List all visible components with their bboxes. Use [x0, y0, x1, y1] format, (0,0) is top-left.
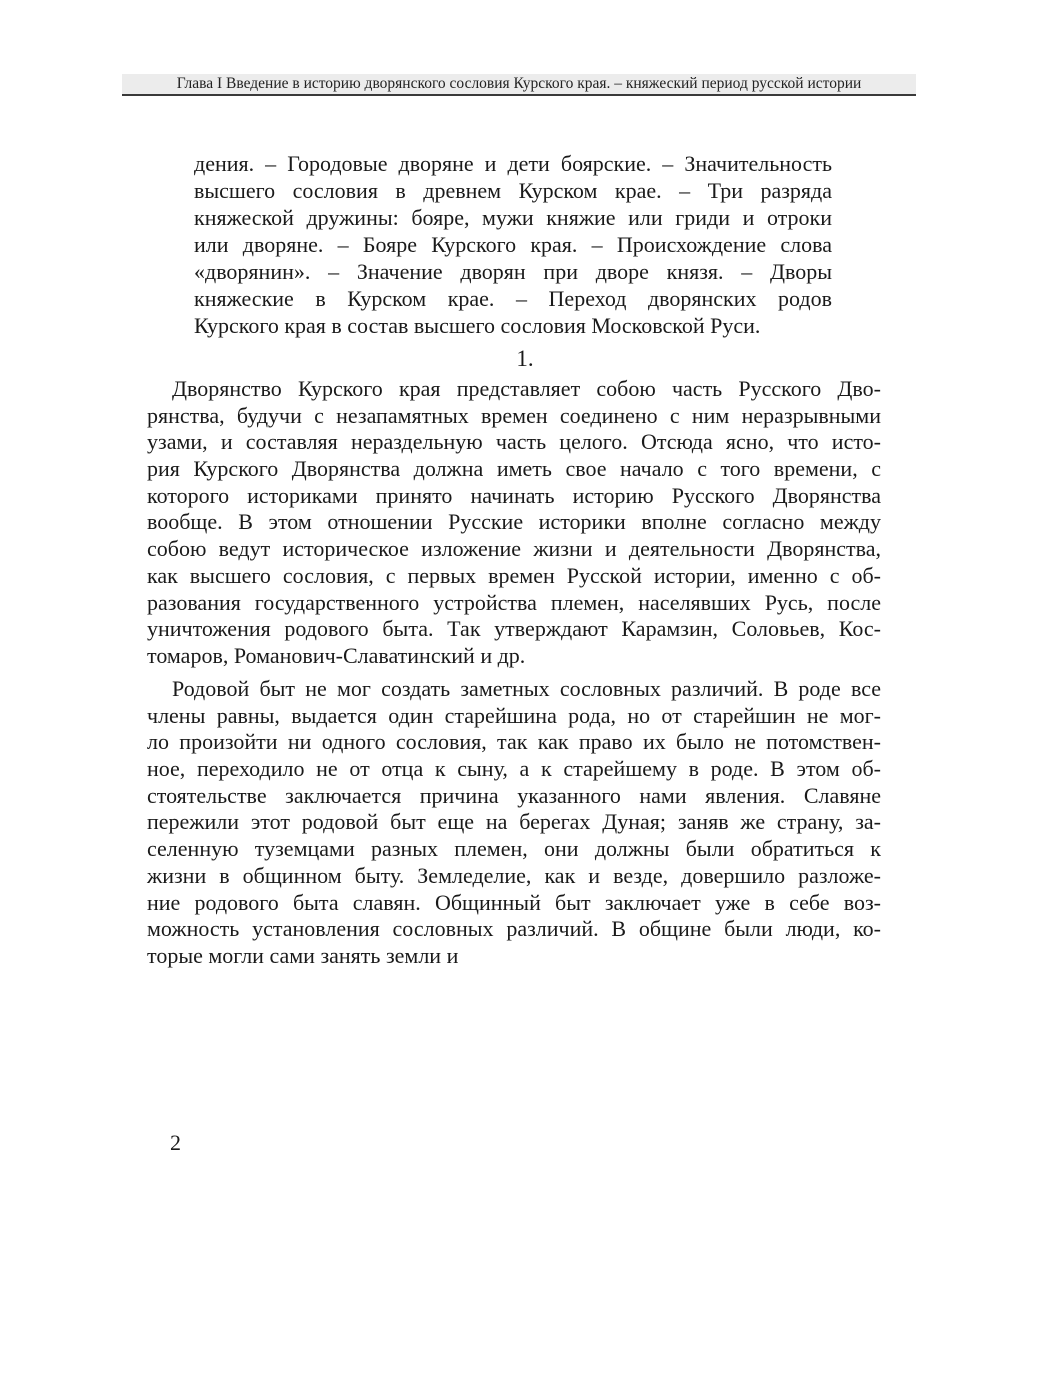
paragraph-line: рия Курского Дворянства должна иметь свое начало с того времени, с [147, 456, 881, 482]
paragraph-line: Родовой быт не мог создать заметных сословных различий. В роде все [172, 676, 881, 701]
paragraph-line: стоятельстве заключается причина указанного нами явления. Славяне [147, 782, 881, 808]
paragraph-line: ние родового быта славян. Общинный быт заключает уже в себе воз- [147, 889, 881, 915]
paragraph-line: вообще. В этом отношении Русские историки вполне согласно между [147, 509, 881, 535]
paragraph-line: Дворянство Курского края представляет собою часть Русского Дво- [172, 376, 881, 401]
paragraph-2 [147, 676, 881, 970]
chapter-abstract [194, 150, 832, 339]
paragraph-line: ное, переходило не от отца к сыну, а к старейшему в роде. В этом об- [147, 756, 881, 782]
abstract-line: княжеские в Курском крае. – Переход дворянских родов [194, 286, 832, 311]
page-number: 2 [170, 1130, 181, 1155]
paragraph-line: пережили этот родовой быт еще на берегах Дуная; заняв же страну, за- [147, 809, 881, 835]
paragraph-line: рянства, будучи с незапамятных времен соединено с ним неразрывными [147, 402, 881, 428]
paragraph-line: разования государственного устройства племен, населявших Русь, после [147, 589, 881, 615]
paragraph-line: уничтожения родового быта. Так утверждают Карамзин, Соловьев, Кос- [147, 616, 881, 642]
paragraph-line: собою ведут историческое изложение жизни и деятельности Дворянства, [147, 536, 881, 562]
abstract-line: высшего сословия в древнем Курском крае. – Три разряда [194, 178, 832, 203]
abstract-line: княжеской дружины: бояре, мужи княжие или гриди и отроки [194, 205, 832, 230]
running-head: Глава I Введение в историю дворянского сословия Курского края. – княжеский период русской истории [122, 74, 916, 96]
abstract-line: Курского края в состав высшего сословия Московской Руси. [194, 313, 761, 338]
paragraph-line: торые могли сами занять земли и [147, 942, 459, 968]
paragraph-line: селенную туземцами разных племен, они должны были обратиться к [147, 836, 881, 862]
paragraph-line: которого историками принято начинать историю Русского Дворянства [147, 482, 881, 508]
paragraph-line: жизни в общинном быту. Земледелие, как и везде, довершило разложе- [147, 862, 881, 888]
paragraph-line: как высшего сословия, с первых времен Русской истории, именно с об- [147, 562, 881, 588]
abstract-line: дения. – Городовые дворяне и дети боярские. – Значительность [194, 151, 832, 176]
abstract-line: или дворяне. – Бояре Курского края. – Происхождение слова [194, 232, 832, 257]
abstract-line: «дворянин». – Значение дворян при дворе князя. – Дворы [194, 259, 832, 284]
paragraph-line: томаров, Романович-Славатинский и др. [147, 642, 526, 668]
paragraph-line: узами, и составляя нераздельную часть целого. Отсюда ясно, что исто- [147, 429, 881, 455]
paragraph-1 [147, 376, 881, 670]
paragraph-line: ло произойти ни одного сословия, так как право их было не потомствен- [147, 729, 881, 755]
paragraph-line: можность установления сословных различий. В общине были люди, ко- [147, 916, 881, 942]
section-number: 1. [516, 346, 534, 371]
paragraph-line: члены равны, выдается один старейшина рода, но от старейшин не мог- [147, 702, 881, 728]
